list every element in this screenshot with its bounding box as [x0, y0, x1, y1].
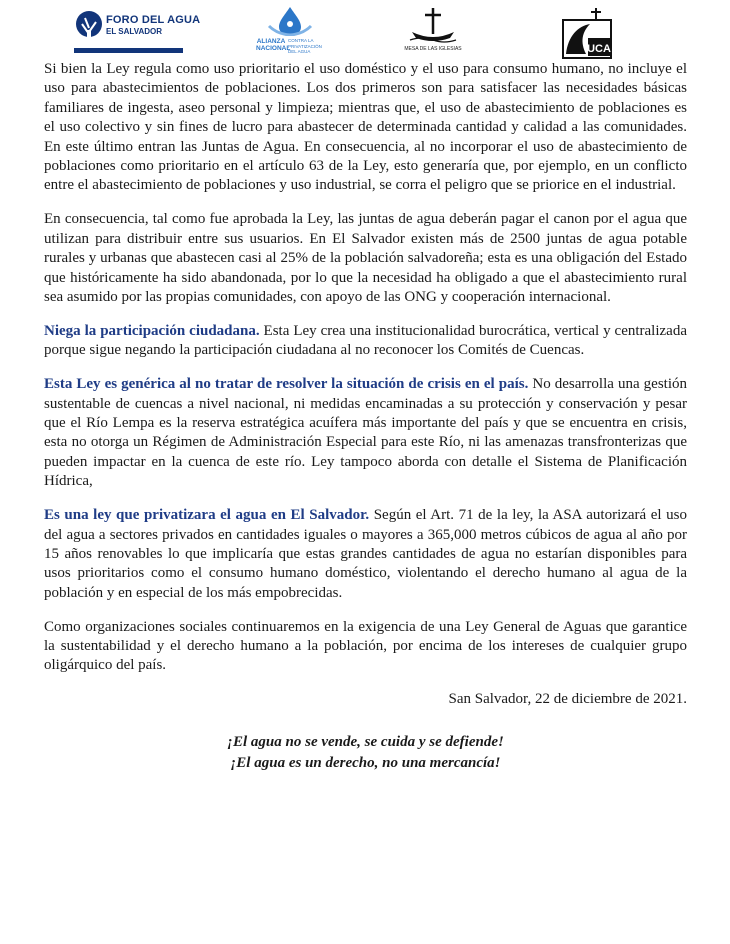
uca-logo: [560, 6, 614, 60]
paragraph-juntas-canon: En consecuencia, tal como fue aprobada la Ley, las juntas de agua deberán pagar el canon por el agua que utilizan para distribuir entre sus usuarios. En El Salvador existen más de 2500 juntas de agua potable rurales y urbanas que abastecen casi al 25% de la población salvadoreña; esta es una obligación del Estado que históricamente ha sido abandonada, por lo que la necesidad ha obligado a que el abastecimiento rural sea asumido por las propias comunidades, con apoyo de las ONG y cooperación internacional.: [44, 211, 687, 305]
heading-participacion: Niega la participación ciudadana.: [44, 322, 260, 339]
foro-del-agua-logo: [74, 6, 201, 54]
tree-icon: [74, 10, 104, 48]
mesa-name: MESA DE LAS IGLESIAS: [404, 46, 462, 52]
document-body: [44, 60, 687, 774]
foro-underline: [74, 48, 183, 53]
alianza-tagline: CONTRA LA PRIVATIZACIÓN DEL AGUA: [288, 38, 322, 54]
foro-line2: EL SALVADOR: [106, 27, 163, 36]
date-line: San Salvador, 22 de diciembre de 2021.: [448, 691, 687, 708]
cross-boat-icon: [408, 6, 458, 44]
alianza-nacional-logo: [252, 6, 328, 60]
text-generica: No desarrolla una gestión sustentable de cuencas a nivel nacional, ni medidas encaminadas a su protección y conservación y pesar que el Río Lempa es la reserva estratégica acuífera más importante del país y que se encuentra en crisis, esta no otorga un Régimen de Administración Especial para este Río, ni las amenazas transfronterizas que pueden impactar en la cuenca de este río. Ley tampoco aborda con detalle el Sistema de Planificación Hídrica,: [44, 376, 687, 490]
logo-bar: [0, 6, 730, 60]
text-participacion: Esta Ley crea una institucionalidad burocrática, vertical y centralizada porque sigue negando la participación ciudadana al no reconocer los Comités de Cuencas.: [44, 322, 687, 359]
paragraph-abastecimiento: Si bien la Ley regula como uso prioritario el uso doméstico y el uso para consumo humano, no incluye el uso para abastecimientos de poblaciones. Los dos primeros son para satisfacer las necesidades básicas familiares de ingesta, aseo personal y limpieza; mientras que, el uso de abastecimiento de poblaciones es el uso colectivo y sin fines de lucro para abastecer de determinada cantidad y calidad a las comunidades. En este último entran las Juntas de Agua. En consecuencia, al no incorporar el uso de abastecimiento de poblaciones como prioritario en el artículo 63 de la Ley, esto generaría que, por ejemplo, en un conflicto entre el abastecimiento de poblaciones y uso industrial, se corra el peligro que se priorice en el industrial.: [44, 61, 687, 194]
paragraph-privatiza: [44, 506, 687, 603]
paragraph-conclusion: Como organizaciones sociales continuaremos en la exigencia de una Ley General de Aguas que garantice la sustentabilidad y el derecho humano a la población, por encima de los intereses de cualquier grupo oligárquico del país.: [44, 618, 687, 674]
slogan-2: ¡El agua es un derecho, no una mercancía!: [230, 754, 501, 771]
paragraph-generica: [44, 375, 687, 491]
svg-text:UCA: UCA: [587, 43, 611, 55]
cross-icon: [560, 6, 614, 60]
mesa-iglesias-logo: [402, 6, 464, 60]
slogans: [44, 732, 687, 774]
paragraph-participacion: [44, 322, 687, 361]
foro-line1: FORO DEL AGUA: [106, 14, 201, 26]
alianza-name: ALIANZA NACIONAL: [256, 38, 291, 52]
water-drop-icon: [267, 6, 313, 36]
text-privatiza: Según el Art. 71 de la ley, la ASA autorizará el uso del agua a sectores privados en cantidades iguales o mayores a 365,000 metros cúbicos de agua al año por 15 años renovables lo que implicaría que estas grandes cantidades de agua no estarían disponibles para usos prioritarios como el consumo humano doméstico, violentando el derecho humano al agua de la población y en especial de los más empobrecidas.: [44, 507, 687, 601]
heading-generica: Esta Ley es genérica al no tratar de resolver la situación de crisis en el país.: [44, 376, 529, 393]
heading-privatiza: Es una ley que privatizara el agua en El Salvador.: [44, 507, 370, 524]
slogan-1: ¡El agua no se vende, se cuida y se defiende!: [227, 733, 504, 750]
